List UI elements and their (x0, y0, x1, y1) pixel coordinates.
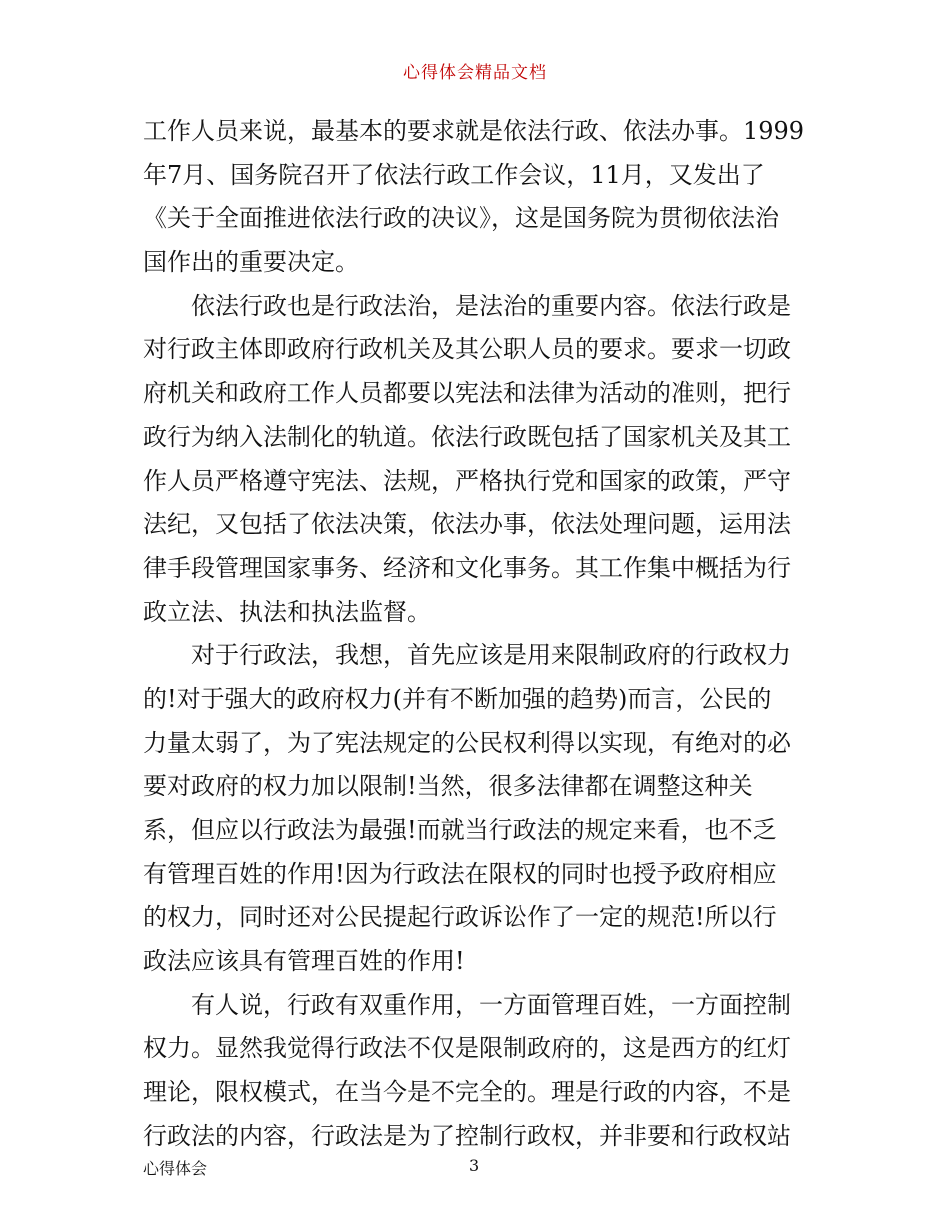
text-line: 政行为纳入法制化的轨道。依法行政既包括了国家机关及其工 (143, 422, 791, 451)
paragraph-first-line: 有人说，行政有双重作用，一方面管理百姓，一方面控制 (191, 990, 791, 1019)
text-line: 工作人员来说，最基本的要求就是依法行政、依法办事。1999 (143, 117, 805, 145)
text-line: 对行政主体即政府行政机关及其公职人员的要求。要求一切政 (143, 335, 791, 364)
paragraph-first-line: 对于行政法，我想，首先应该是用来限制政府的行政权力 (191, 641, 791, 670)
text-line: 《关于全面推进依法行政的决议》，这是国务院为贯彻依法治 (143, 204, 779, 233)
text-line: 政立法、执法和执法监督。 (143, 597, 431, 626)
text-line: 作人员严格遵守宪法、法规，严格执行党和国家的政策，严守 (143, 466, 791, 495)
text-line: 行政法的内容，行政法是为了控制行政权，并非要和行政权站 (143, 1121, 791, 1150)
text-line: 的权力，同时还对公民提起行政诉讼作了一定的规范!所以行 (143, 903, 777, 932)
footer-label: 心得体会 (143, 1159, 208, 1178)
text-line: 要对政府的权力加以限制!当然，很多法律都在调整这种关 (143, 772, 753, 801)
document-header-title: 心得体会精品文档 (403, 63, 547, 83)
document-body (143, 110, 813, 1159)
text-line: 力量太弱了，为了宪法规定的公民权利得以实现，有绝对的必 (143, 728, 791, 757)
text-line: 的!对于强大的政府权力(并有不断加强的趋势)而言，公民的 (143, 684, 772, 713)
text-line: 年7月、国务院召开了依法行政工作会议，11月，又发出了 (143, 160, 765, 189)
text-line: 有管理百姓的作用!因为行政法在限权的同时也授予政府相应 (143, 859, 777, 888)
text-line: 政法应该具有管理百姓的作用! (143, 947, 465, 976)
text-line: 理论，限权模式，在当今是不完全的。理是行政的内容，不是 (143, 1078, 791, 1107)
text-line: 国作出的重要决定。 (143, 248, 359, 277)
text-line: 法纪，又包括了依法决策，依法办事，依法处理问题，运用法 (143, 510, 791, 539)
text-line: 系，但应以行政法为最强!而就当行政法的规定来看，也不乏 (143, 816, 777, 844)
text-line: 律手段管理国家事务、经济和文化事务。其工作集中概括为行 (143, 553, 791, 582)
text-line: 府机关和政府工作人员都要以宪法和法律为活动的准则，把行 (143, 379, 791, 408)
text-line: 权力。显然我觉得行政法不仅是限制政府的，这是西方的红灯 (143, 1034, 791, 1063)
page-number: 3 (469, 1156, 480, 1175)
paragraph-first-line: 依法行政也是行政法治，是法治的重要内容。依法行政是 (191, 291, 791, 320)
